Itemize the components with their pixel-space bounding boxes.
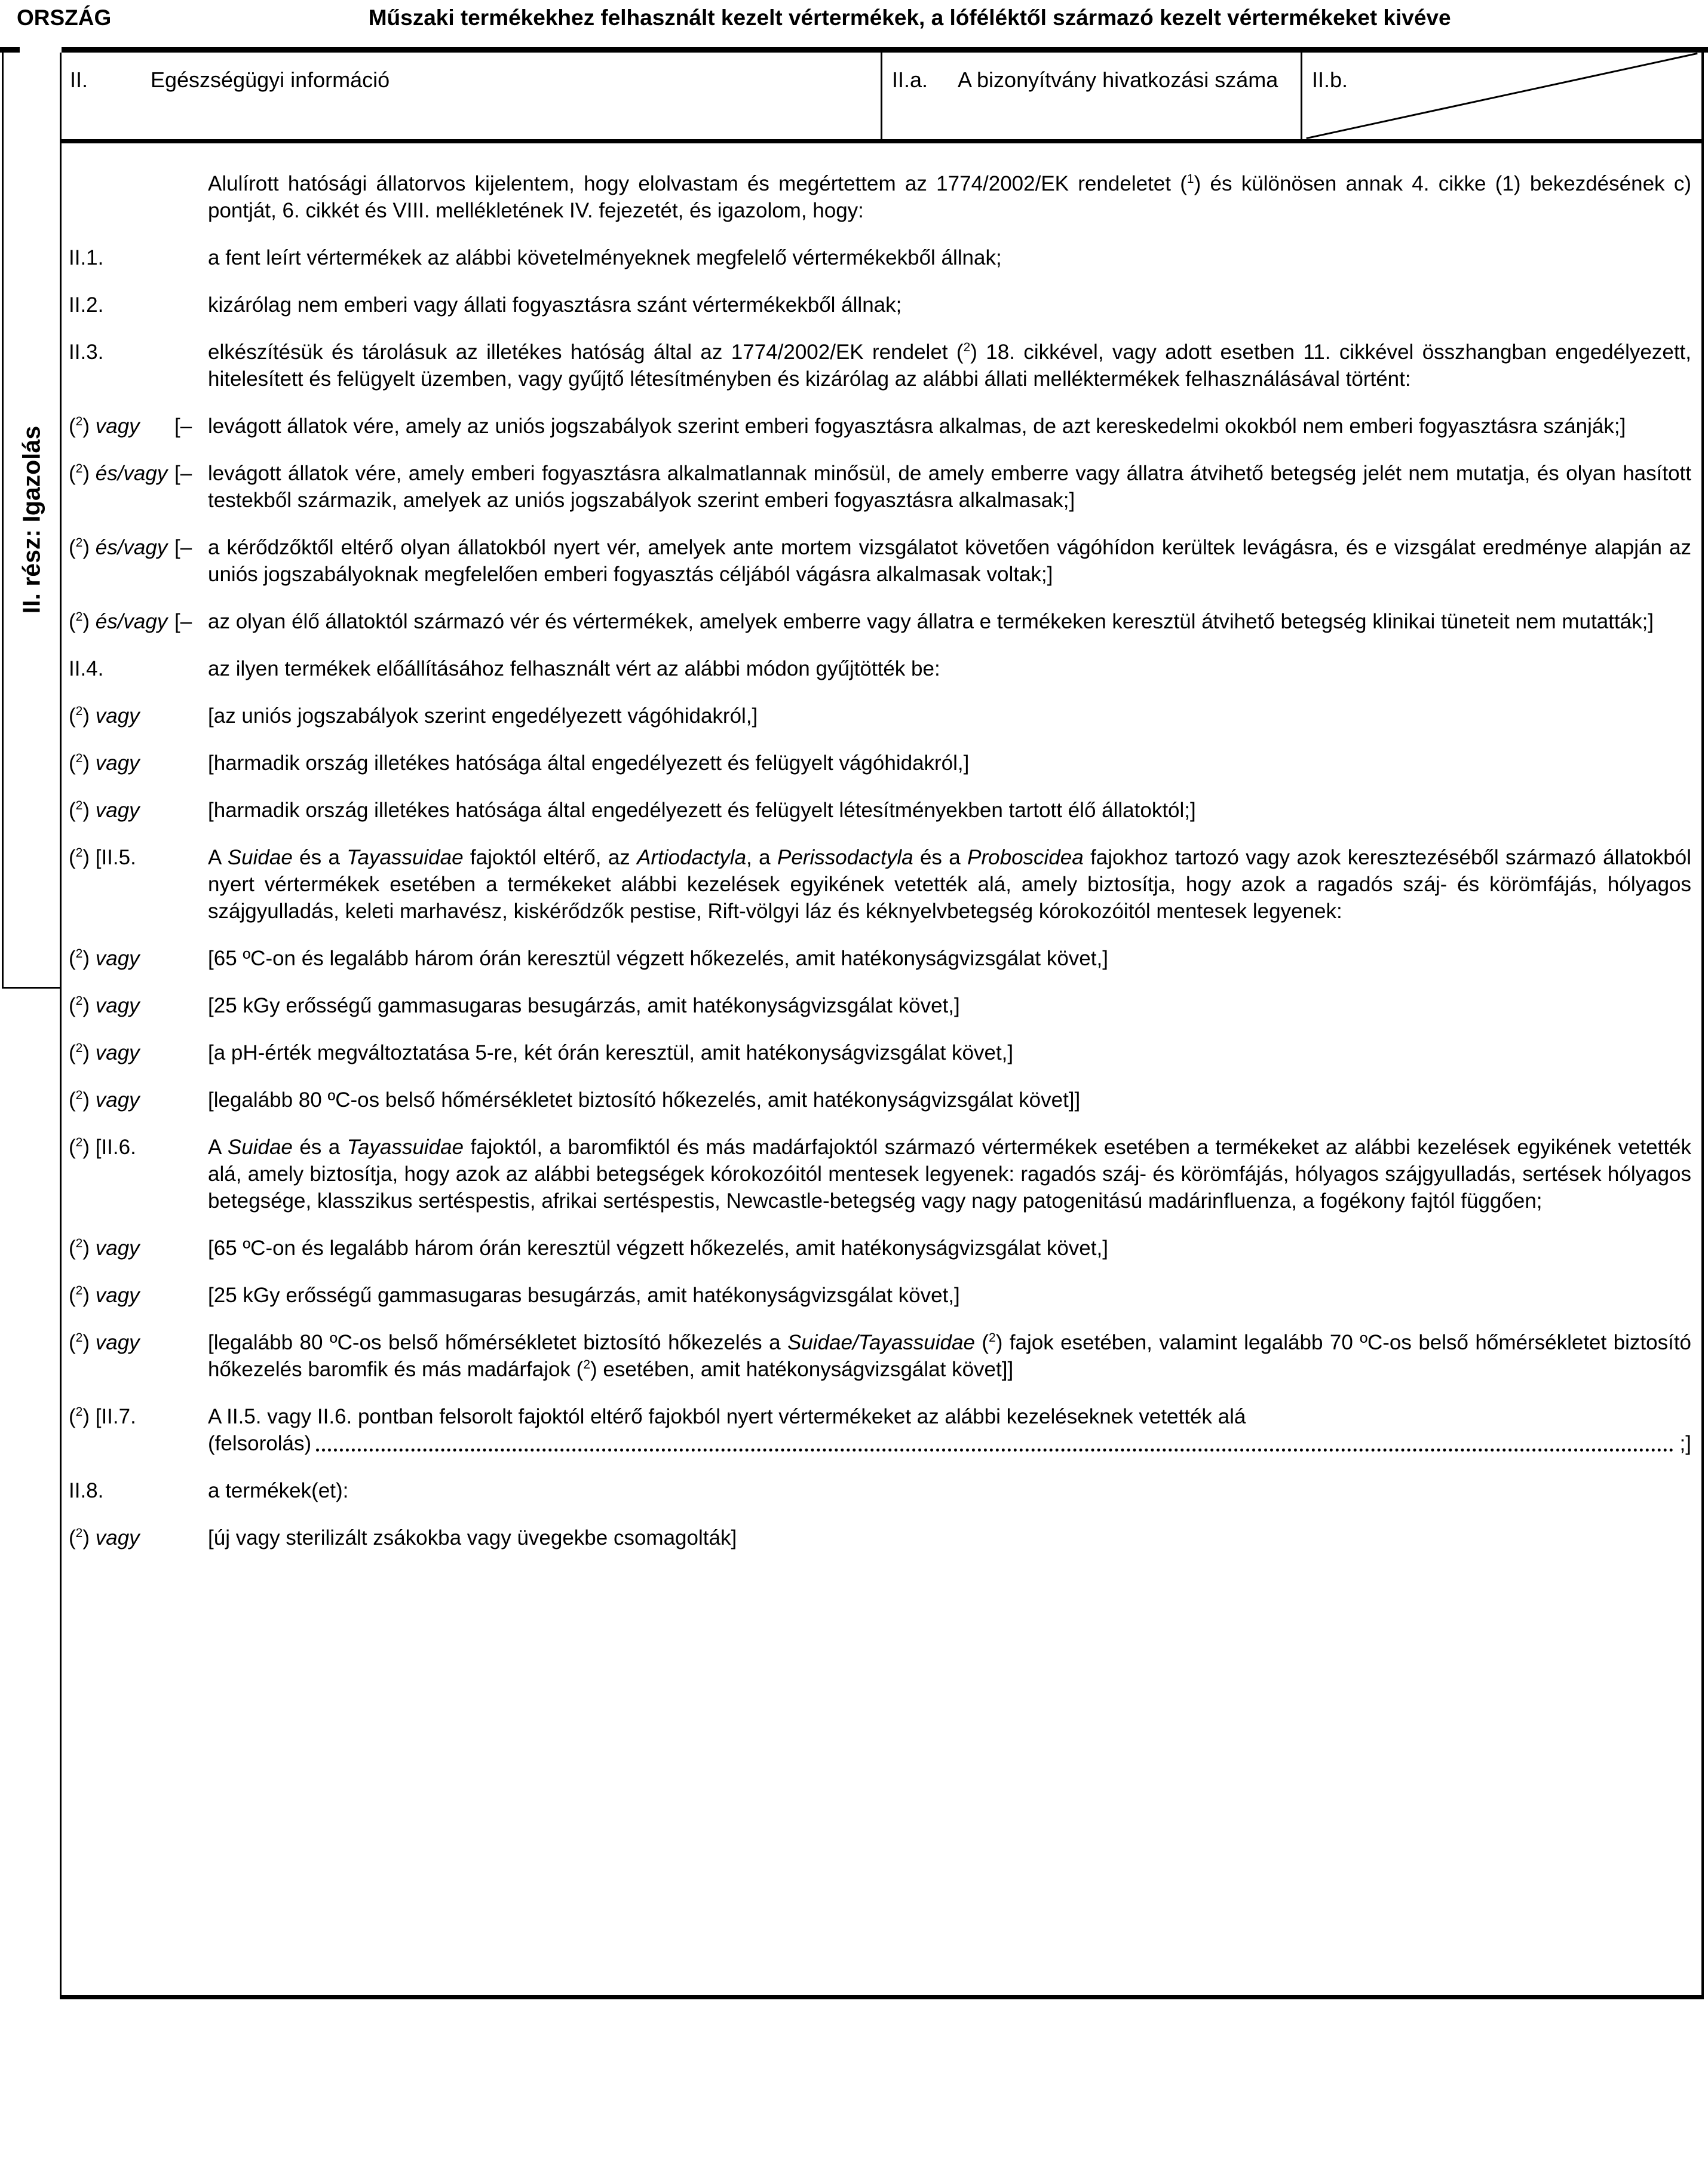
row-label-text: ($^2$) vagy <box>69 1237 140 1260</box>
sidebar-label: II. rész: Igazolás <box>17 425 45 614</box>
row-label <box>69 244 208 271</box>
certificate-row <box>69 170 1691 224</box>
row-text: levágott állatok vére, amely az uniós jogszabályok szerint emberi fogyasztásra alkalmas, de azt kereskedelmi okokból nem emberi fogyasztásra szánják;] <box>208 415 1626 438</box>
row-text: kizárólag nem emberi vagy állati fogyasztásra szánt vértermékekből állnak; <box>208 293 902 317</box>
row-label <box>69 1039 208 1066</box>
row-text: az ilyen termékek előállításához felhasznált vért az alábbi módon gyűjtötték be: <box>208 657 940 680</box>
certificate-row <box>69 534 1691 588</box>
header-col1-number: II. <box>70 68 88 92</box>
row-label <box>69 1477 208 1504</box>
row-text: [harmadik ország illetékes hatósága által engedélyezett és felügyelt vágóhidakról,] <box>208 751 970 775</box>
row-label-text: ($^2$) és/vagy <box>69 536 168 559</box>
row-label <box>69 1403 208 1457</box>
row-label-text: ($^2$) vagy <box>69 799 140 822</box>
certificate-row <box>69 750 1691 777</box>
row-label-text: ($^2$) vagy <box>69 1284 140 1307</box>
row-label-text: ($^2$) [II.7. <box>69 1405 136 1428</box>
leader-prefix: (felsorolás) <box>208 1432 312 1455</box>
row-label-text: II.8. <box>69 1479 104 1502</box>
certificate-row <box>69 1329 1691 1383</box>
row-label-text: ($^2$) vagy <box>69 704 140 728</box>
bracket-dash-marker: [– <box>174 536 192 559</box>
bracket-dash-marker: [– <box>174 610 192 633</box>
row-label-text: ($^2$) vagy <box>69 1526 140 1550</box>
row-label-text: II.4. <box>69 657 104 680</box>
row-label <box>69 1282 208 1309</box>
certificate-body <box>62 143 1701 1551</box>
header-col2-number: II.a. <box>892 68 928 92</box>
header-rule <box>0 47 1708 53</box>
certificate-row <box>69 1403 1691 1457</box>
row-label <box>69 750 208 777</box>
certificate-row <box>69 339 1691 392</box>
certificate-row <box>69 1235 1691 1262</box>
row-label-text: II.3. <box>69 340 104 364</box>
row-text: a fent leírt vértermékek az alábbi követelményeknek megfelelő vértermékekből állnak; <box>208 246 1002 269</box>
part-ii-sidebar <box>2 53 60 989</box>
certificate-row <box>69 1039 1691 1066</box>
row-text: levágott állatok vére, amely emberi fogyasztásra alkalmatlannak minősül, de amely emberre vagy állatra átvihető betegség jelét nem mutatja, és olyan hasított testekből származik, amelyek az uniós jogszabályok szerint emberi fogyasztásra alkalmasak;] <box>208 462 1691 512</box>
row-text: [új vagy sterilizált zsákokba vagy üvegekbe csomagolták] <box>208 1526 737 1550</box>
certificate-row <box>69 844 1691 925</box>
row-label <box>69 945 208 972</box>
row-label <box>69 1087 208 1113</box>
header-cell-certificate-reference <box>881 53 1301 139</box>
row-label <box>69 292 208 318</box>
row-label <box>69 170 208 224</box>
row-text: Alulírott hatósági állatorvos kijelentem, hogy elolvastam és megértettem az 1774/2002/EK rendeletet ($^1$) és különösen annak 4. cikke (1) bekezdésének c) pontját, 6. cikkét és VIII. mellékletének IV. fejezetét, és igazolom, hogy: <box>208 172 1691 222</box>
row-label-text: ($^2$) és/vagy <box>69 610 168 633</box>
row-text: a termékek(et): <box>208 1479 349 1502</box>
certificate-row <box>69 655 1691 682</box>
row-text: [25 kGy erősségű gammasugaras besugárzás, amit hatékonyságvizsgálat követ,] <box>208 1284 960 1307</box>
row-label-text: II.1. <box>69 246 104 269</box>
row-text: [a pH-érték megváltoztatása 5-re, két órán keresztül, amit hatékonyságvizsgálat követ,] <box>208 1041 1014 1064</box>
certificate-row <box>69 244 1691 271</box>
country-label: ORSZÁG <box>17 5 112 30</box>
row-label-text: ($^2$) vagy <box>69 947 140 970</box>
certificate-row <box>69 413 1691 440</box>
row-text: [65 ºC-on és legalább három órán keresztül végzett hőkezelés, amit hatékonyságvizsgálat követ,] <box>208 947 1108 970</box>
certificate-row <box>69 1282 1691 1309</box>
row-label <box>69 534 208 588</box>
certificate-row <box>69 1087 1691 1113</box>
dotted-leader <box>316 1449 1673 1452</box>
row-text: a kérődzőktől eltérő olyan állatokból nyert vér, amelyek ante mortem vizsgálatot követően vágóhídon kerültek levágásra, és e vizsgálat eredménye alapján az uniós jogszabályoknak megfelelően emberi fogyasztás céljából vágásra alkalmasak voltak;] <box>208 536 1691 586</box>
row-label-text <box>69 170 208 224</box>
certificate-row <box>69 1477 1691 1504</box>
row-label-text: II.2. <box>69 293 104 317</box>
certificate-row <box>69 797 1691 824</box>
table-header-row <box>62 53 1701 143</box>
page-title: Műszaki termékekhez felhasznált kezelt vértermékek, a lóféléktől származó kezelt vértermékeket kivéve <box>368 5 1451 30</box>
header-cell-iib <box>1301 53 1701 139</box>
certificate-row <box>69 608 1691 635</box>
row-label <box>69 702 208 729</box>
row-label-text: ($^2$) vagy <box>69 415 140 438</box>
row-text: [az uniós jogszabályok szerint engedélyezett vágóhidakról,] <box>208 704 758 728</box>
row-label <box>69 655 208 682</box>
row-text: A Suidae és a Tayassuidae fajoktól, a baromfiktól és más madárfajoktól származó vértermékek esetében a termékeket az alábbi kezelések egyikének vetették alá, amely biztosítja, hogy azok az alábbi betegségek kórokozóitól mentesek legyenek: ragadós száj- és körömfájás, hólyagos szájgyulladás, sertések hólyagos betegsége, klasszikus sertéspestis, afrikai sertéspestis, Newcastle-betegség vagy nagy patogenitású madárinfluenza, a fogékony fajtól függően; <box>208 1136 1692 1213</box>
dotted-fill-line <box>208 1430 1691 1457</box>
row-text: az olyan élő állatoktól származó vér és vértermékek, amelyek emberre vagy állatra e termékeken keresztül átvihető betegség klinikai tüneteit nem mutatták;] <box>208 610 1654 633</box>
row-text: elkészítésük és tárolásuk az illetékes hatóság által az 1774/2002/EK rendelet ($^2$) 18. cikkével, vagy adott esetben 11. cikkével összhangban engedélyezett, hitelesített és felügyelt üzemben, vagy gyűjtő létesítményben és kizárólag az alábbi állati melléktermékek felhasználásával történt: <box>208 340 1691 391</box>
row-label <box>69 1329 208 1383</box>
row-text: A Suidae és a Tayassuidae fajoktól eltérő, az Artiodactyla, a Perissodactyla és a Proboscidea fajokhoz tartozó vagy azok keresztezéséből származó állatokból nyert vértermékek esetében a termékeket alábbi kezelések egyikének vetették alá, amely biztosítja, hogy azok a ragadós száj- és körömfájás, hólyagos szájgyulladás, keleti marhavész, kiskérődzők pestise, Rift-völgyi láz és kéknyelvbetegség kórokozóitól mentesek legyenek: <box>208 846 1692 923</box>
row-text: [legalább 80 ºC-os belső hőmérsékletet biztosító hőkezelés a Suidae/Tayassuidae ($^2$) fajok esetében, valamint legalább 70 ºC-os belső hőmérsékletet biztosító hőkezelés baromfik és más madárfajok ($^2$) esetében, amit hatékonyságvizsgálat követ]] <box>208 1331 1692 1381</box>
bracket-dash-marker: [– <box>174 415 192 438</box>
certificate-row <box>69 292 1691 318</box>
row-label-text: ($^2$) vagy <box>69 751 140 775</box>
row-label <box>69 844 208 925</box>
row-text: [25 kGy erősségű gammasugaras besugárzás, amit hatékonyságvizsgálat követ,] <box>208 994 960 1017</box>
row-label-text: ($^2$) vagy <box>69 1041 140 1064</box>
row-label-text: ($^2$) vagy <box>69 994 140 1017</box>
header-col1-title: Egészségügyi információ <box>151 68 390 92</box>
row-label <box>69 797 208 824</box>
certificate-row <box>69 945 1691 972</box>
row-label <box>69 460 208 514</box>
row-label <box>69 1524 208 1551</box>
certificate-row <box>69 1134 1691 1214</box>
row-label-text: ($^2$) vagy <box>69 1088 140 1112</box>
row-label <box>69 1235 208 1262</box>
header-cell-health-info <box>62 53 881 139</box>
certificate-row <box>69 992 1691 1019</box>
certificate-table <box>60 53 1704 1999</box>
certificate-row <box>69 702 1691 729</box>
row-label <box>69 413 208 440</box>
certificate-row <box>69 1524 1691 1551</box>
leader-tail: ;] <box>1679 1432 1691 1455</box>
row-label <box>69 992 208 1019</box>
row-text: A II.5. vagy II.6. pontban felsorolt fajoktól eltérő fajokból nyert vértermékeket az alábbi kezeléseknek vetették alá (felsorolás) ;] <box>208 1403 1691 1457</box>
bracket-dash-marker: [– <box>174 462 192 485</box>
row-label-text: ($^2$) [II.6. <box>69 1136 136 1159</box>
row-label-text: ($^2$) és/vagy <box>69 462 168 485</box>
header-col3-number: II.b. <box>1312 68 1348 92</box>
row-label-text: ($^2$) vagy <box>69 1331 140 1354</box>
row-label-text: ($^2$) [II.5. <box>69 846 136 869</box>
diagonal-strike-line <box>1302 53 1701 139</box>
row-text: [legalább 80 ºC-os belső hőmérsékletet biztosító hőkezelés, amit hatékonyságvizsgálat követ]] <box>208 1088 1081 1112</box>
row-label <box>69 608 208 635</box>
document-header <box>0 5 1708 31</box>
header-col2-title: A bizonyítvány hivatkozási száma <box>958 68 1278 92</box>
row-label <box>69 339 208 392</box>
row-label <box>69 1134 208 1214</box>
row-text: [harmadik ország illetékes hatósága által engedélyezett és felügyelt létesítményekben tartott élő állatoktól;] <box>208 799 1196 822</box>
certificate-row <box>69 460 1691 514</box>
row-text: [65 ºC-on és legalább három órán keresztül végzett hőkezelés, amit hatékonyságvizsgálat követ,] <box>208 1237 1108 1260</box>
